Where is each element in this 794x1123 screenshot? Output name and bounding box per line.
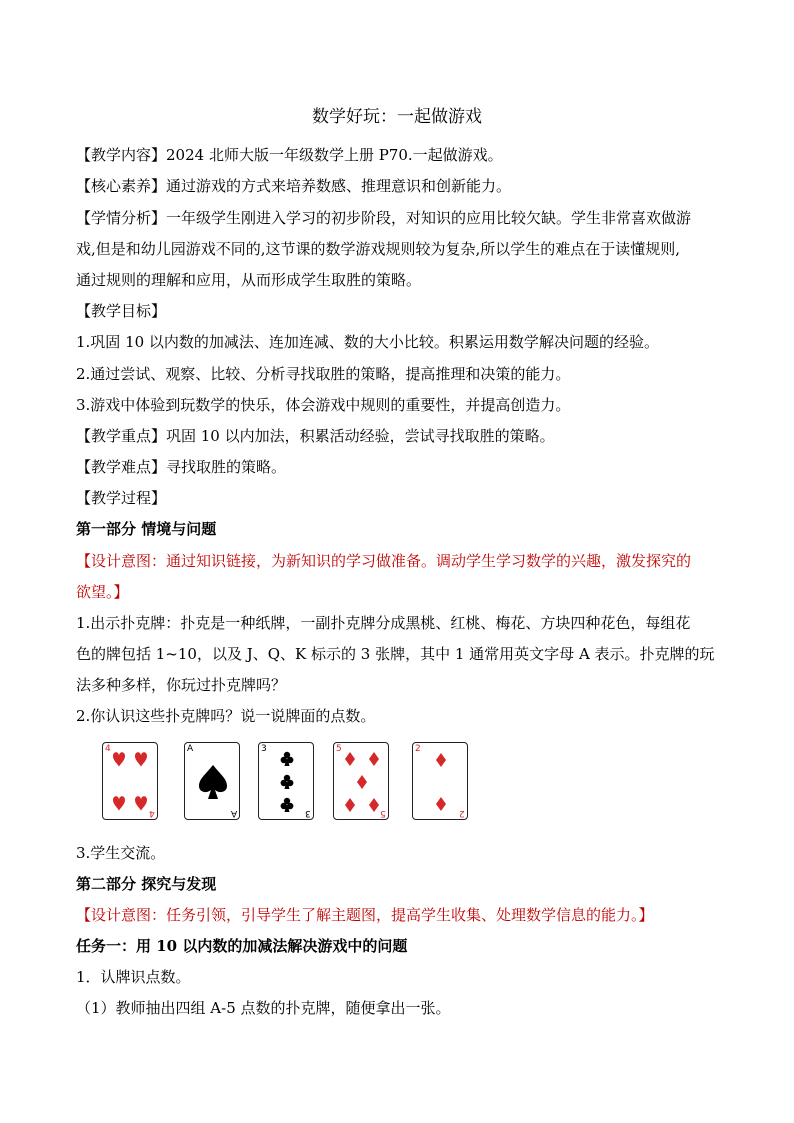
playing-cards — [102, 742, 482, 824]
part-2-heading: 第二部分 探究与发现 — [76, 875, 217, 893]
analysis-line-3: 通过规则的理解和应用，从而形成学生取胜的策略。 — [76, 271, 422, 289]
card-3-clubs — [258, 742, 314, 820]
page-title: 数学好玩：一起做游戏 — [312, 107, 482, 127]
para-1a: 1.出示扑克牌：扑克是一种纸牌，一副扑克牌分成黑桃、红桃、梅花、方块四种花色，每组花 — [76, 614, 691, 632]
card-rank: 5 — [336, 744, 342, 754]
goal-2: 2.通过尝试、观察、比较、分析寻找取胜的策略，提高推理和决策的能力。 — [76, 365, 571, 383]
card-rank: A — [187, 744, 194, 754]
diamond-pips — [334, 743, 390, 821]
card-5-diamonds — [333, 742, 389, 820]
task-1-sub-a: （1）教师抽出四组 A-5 点数的扑克牌，随便拿出一张。 — [76, 999, 451, 1017]
card-2-diamonds — [412, 742, 468, 820]
analysis-line-2: 戏,但是和幼儿园游戏不同的,这节课的数学游戏规则较为复杂,所以学生的难点在于读懂规则, — [76, 240, 681, 258]
card-rank: 3 — [261, 744, 267, 754]
design-intent-1a: 【设计意图：通过知识链接，为新知识的学习做准备。调动学生学习数学的兴趣，激发探究的 — [76, 552, 692, 570]
card-rank: 5 — [380, 808, 386, 818]
para-3: 3.学生交流。 — [76, 844, 166, 862]
club-pips — [259, 743, 315, 821]
heart-pips — [103, 743, 159, 821]
task-1-step: 1．认牌识点数。 — [76, 968, 191, 986]
card-rank: A — [230, 808, 237, 818]
card-rank: 2 — [459, 808, 465, 818]
core-literacy: 【核心素养】通过游戏的方式来培养数感、推理意识和创新能力。 — [76, 177, 512, 195]
card-rank: 3 — [305, 808, 311, 818]
card-rank: 4 — [149, 808, 155, 818]
part-1-heading: 第一部分 情境与问题 — [76, 520, 217, 538]
teaching-content: 【教学内容】2024 北师大版一年级数学上册 P70.一起做游戏。 — [76, 146, 503, 164]
design-intent-2: 【设计意图：任务引领，引导学生了解主题图，提高学生收集、处理数学信息的能力。】 — [76, 906, 654, 924]
diamond-pips — [413, 743, 469, 821]
process-heading: 【教学过程】 — [76, 489, 167, 507]
card-rank: 4 — [105, 744, 111, 754]
goal-1: 1.巩固 10 以内数的加减法、连加连减、数的大小比较。积累运用数学解决问题的经验。 — [76, 333, 659, 351]
goal-3: 3.游戏中体验到玩数学的快乐，体会游戏中规则的重要性，并提高创造力。 — [76, 396, 571, 414]
para-1b: 色的牌包括 1~10，以及 J、Q、K 标示的 3 张牌，其中 1 通常用英文字母 A 表示。扑克牌的玩 — [76, 645, 715, 663]
goals-heading: 【教学目标】 — [76, 302, 167, 320]
difficulty: 【教学难点】寻找取胜的策略。 — [76, 458, 287, 476]
design-intent-1b: 欲望。】 — [76, 583, 129, 601]
card-ace-spades — [184, 742, 240, 820]
task-1-heading: 任务一：用 10 以内数的加减法解决游戏中的问题 — [76, 937, 408, 955]
analysis-line-1: 【学情分析】一年级学生刚进入学习的初步阶段，对知识的应用比较欠缺。学生非常喜欢做游 — [76, 209, 692, 227]
spade-icon — [185, 743, 241, 821]
para-1c: 法多种多样，你玩过扑克牌吗？ — [76, 676, 287, 694]
card-4-hearts — [102, 742, 158, 820]
para-2: 2.你认识这些扑克牌吗？说一说牌面的点数。 — [76, 707, 376, 725]
key-point: 【教学重点】巩固 10 以内加法，积累活动经验，尝试寻找取胜的策略。 — [76, 427, 555, 445]
card-rank: 2 — [415, 744, 421, 754]
